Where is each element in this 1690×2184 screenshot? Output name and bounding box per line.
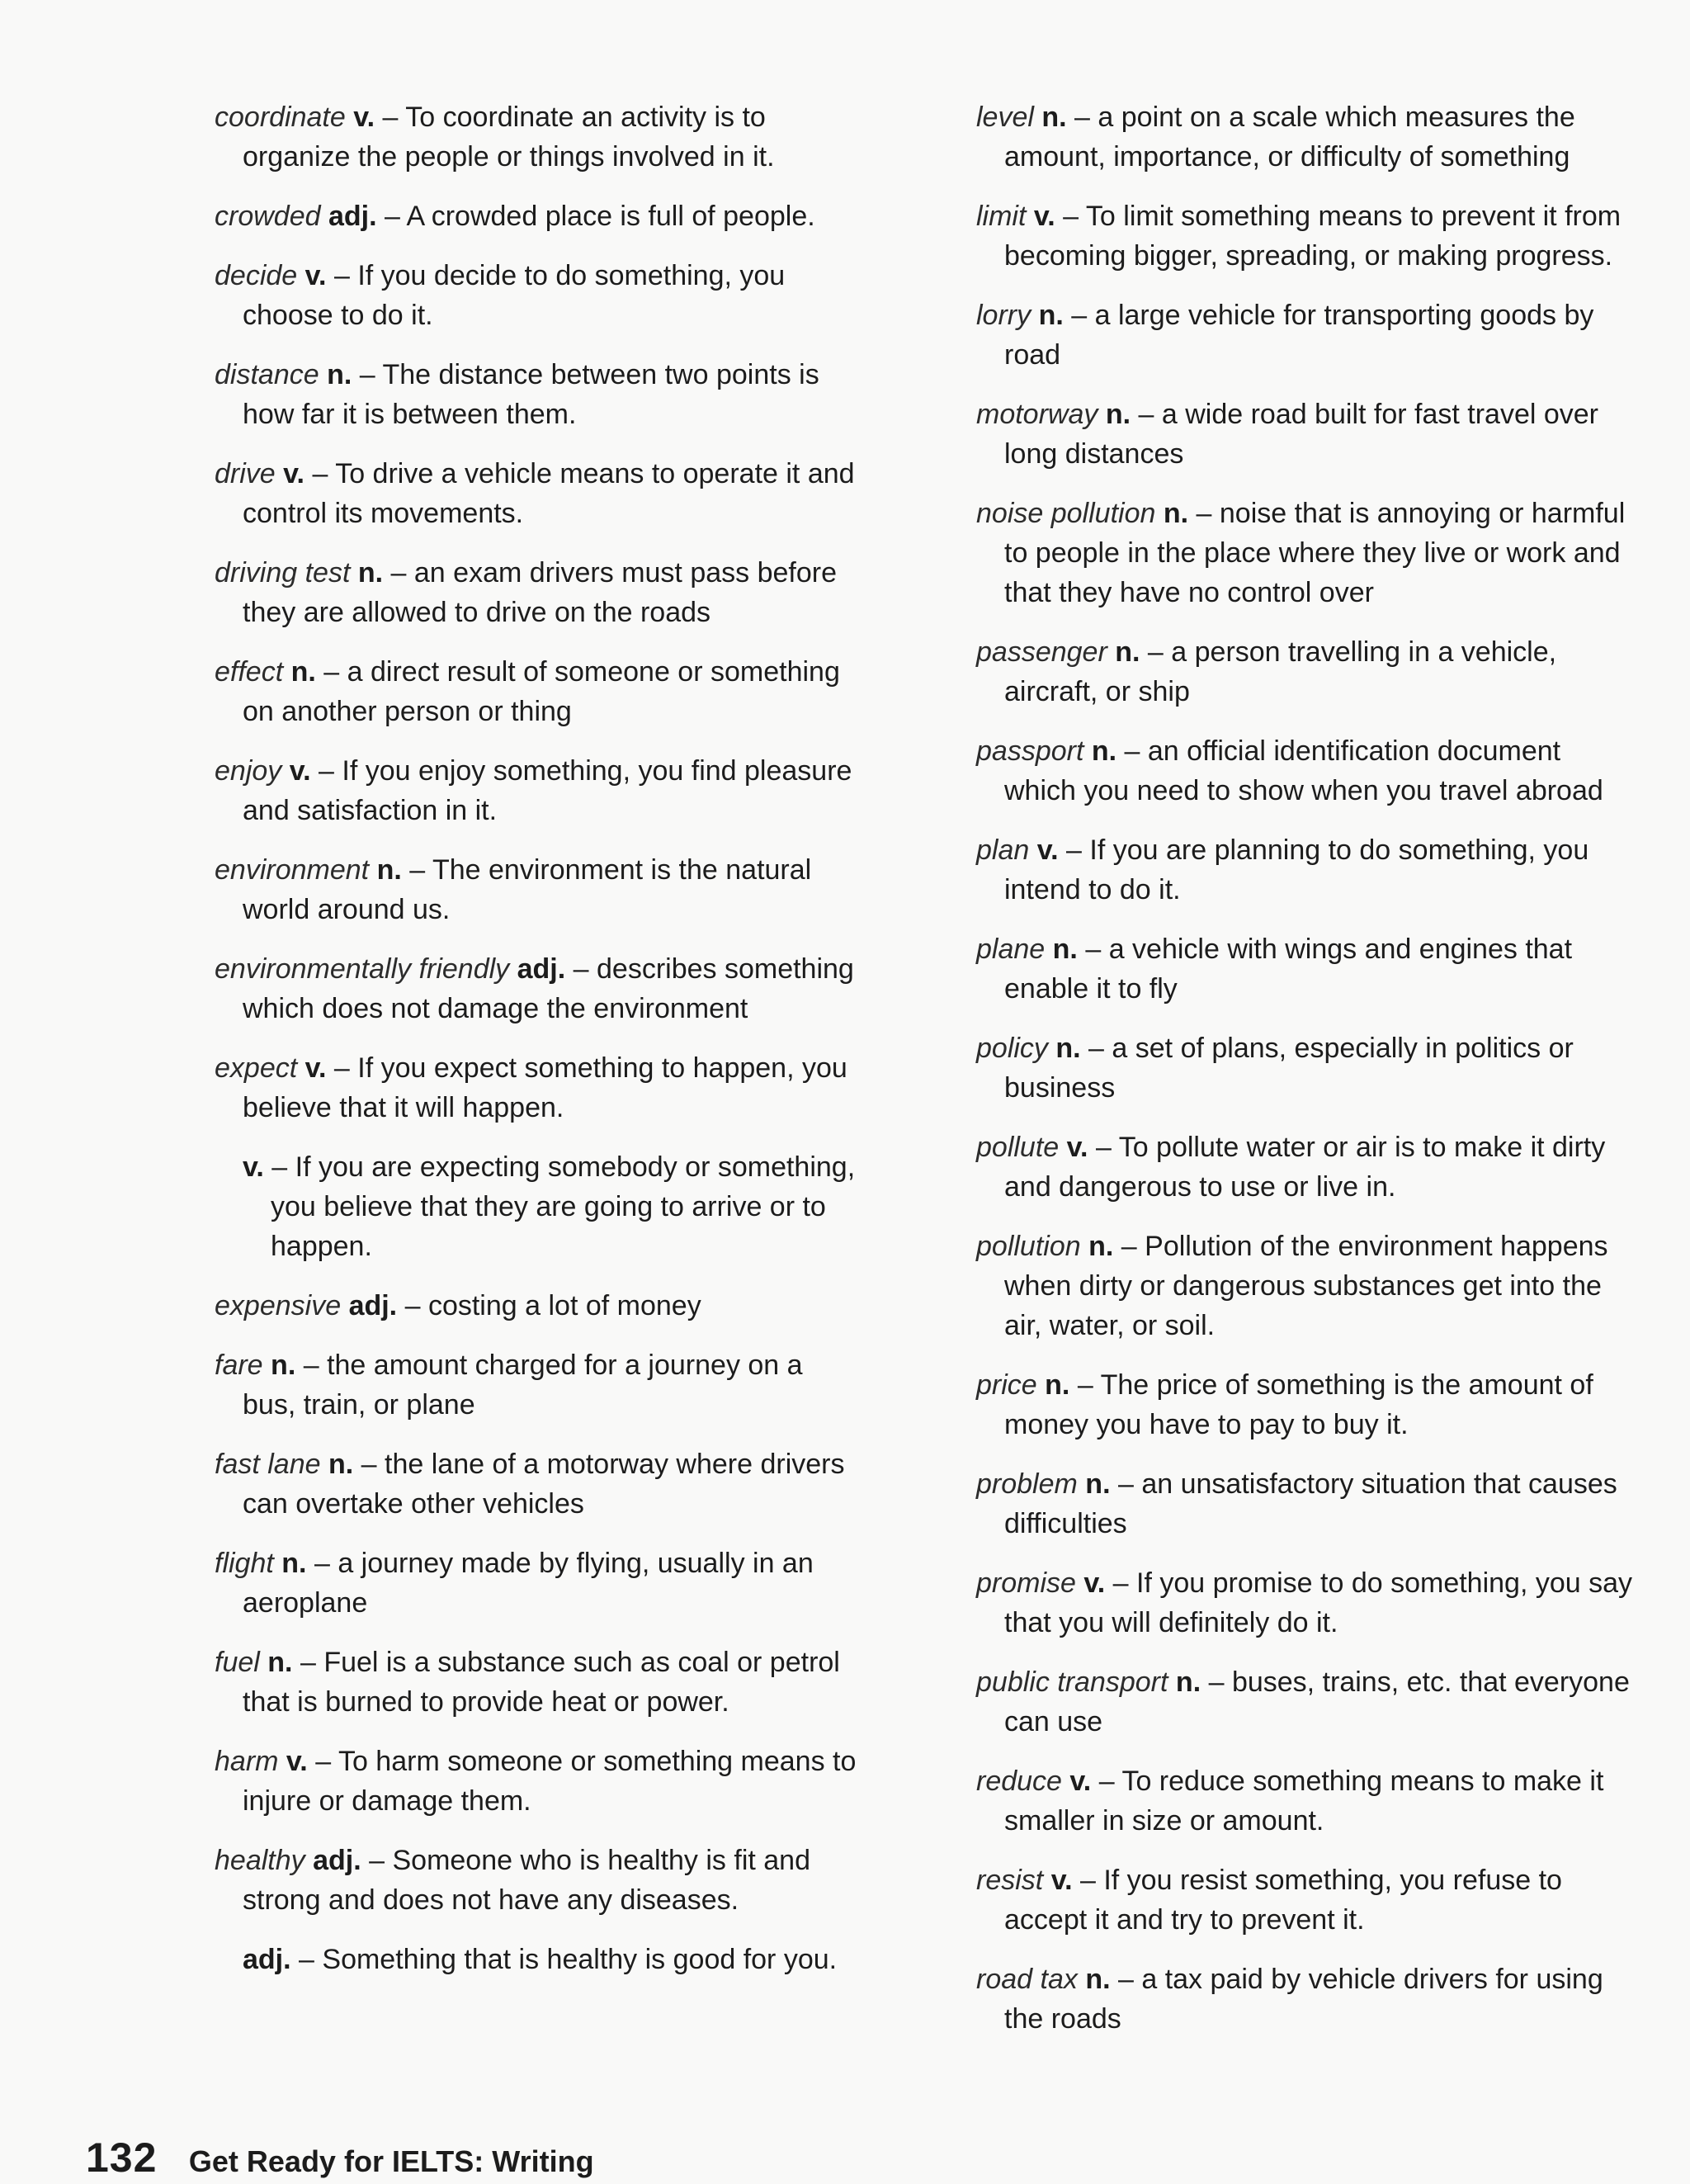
definition: the amount charged for a journey on a bus, train, or plane	[243, 1350, 803, 1421]
part-of-speech: n.	[1052, 934, 1078, 965]
glossary-entry: plan v. – If you are planning to do something, you intend to do it.	[976, 834, 1589, 905]
glossary-entry: environment n. – The environment is the natural world around us.	[215, 854, 812, 925]
headword: drive	[215, 458, 276, 489]
glossary-column-left	[215, 97, 858, 1999]
part-of-speech: n.	[1163, 498, 1189, 529]
part-of-speech: n.	[1105, 399, 1131, 430]
headword: level	[976, 102, 1034, 133]
headword: plane	[976, 934, 1046, 965]
definition: If you expect something to happen, you believe that it will happen.	[243, 1052, 847, 1123]
glossary-entry: passenger n. – a person travelling in a vehicle, aircraft, or ship	[976, 636, 1557, 707]
part-of-speech: adj.	[328, 201, 377, 232]
glossary-entry: resist v. – If you resist something, you refuse to accept it and try to prevent it.	[976, 1865, 1562, 1936]
headword: fuel	[215, 1647, 260, 1678]
glossary-entry: plane n. – a vehicle with wings and engines that enable it to fly	[976, 934, 1573, 1005]
headword: passenger	[976, 636, 1107, 668]
definition: Pollution of the environment happens when dirty or dangerous substances get into the air, water, or soil.	[1004, 1231, 1608, 1341]
glossary-entry: fuel n. – Fuel is a substance such as coal or petrol that is burned to provide heat or power.	[215, 1647, 840, 1718]
definition: an exam drivers must pass before they are allowed to drive on the roads	[243, 557, 837, 628]
glossary-entry: adj. – Something that is healthy is good for you.	[243, 1944, 838, 1975]
glossary-entry: noise pollution n. – noise that is annoying or harmful to people in the place where they live or work and that they have no control over	[976, 498, 1626, 608]
part-of-speech: n.	[376, 854, 402, 886]
definition: To harm someone or something means to injure or damage them.	[243, 1746, 857, 1817]
definition: a point on a scale which measures the amount, importance, or difficulty of something	[1004, 102, 1575, 173]
part-of-speech: v.	[243, 1151, 264, 1183]
glossary-entry: passport n. – an official identification document which you need to show when you travel abroad	[976, 735, 1603, 806]
glossary-entry: public transport n. – buses, trains, etc. that everyone can use	[976, 1666, 1630, 1737]
headword: fare	[215, 1350, 263, 1381]
part-of-speech: v.	[1036, 834, 1059, 866]
headword: reduce	[976, 1766, 1062, 1797]
definition: noise that is annoying or harmful to people in the place where they live or work and that they have no control over	[1004, 498, 1626, 608]
headword: lorry	[976, 300, 1031, 331]
headword: decide	[215, 260, 298, 291]
glossary-entry: harm v. – To harm someone or something means to injure or damage them.	[215, 1746, 857, 1817]
part-of-speech: v.	[1069, 1766, 1092, 1797]
headword: policy	[976, 1033, 1048, 1064]
definition: the lane of a motorway where drivers can overtake other vehicles	[243, 1449, 845, 1520]
part-of-speech: n.	[1091, 735, 1117, 767]
part-of-speech: n.	[1175, 1666, 1201, 1698]
part-of-speech: n.	[1088, 1231, 1114, 1262]
part-of-speech: n.	[1055, 1033, 1081, 1064]
definition: a wide road built for fast travel over long distances	[1004, 399, 1599, 470]
part-of-speech: v.	[286, 1746, 308, 1777]
definition: To drive a vehicle means to operate it and control its movements.	[243, 458, 855, 529]
glossary-entry: expensive adj. – costing a lot of money	[215, 1290, 701, 1321]
headword: environment	[215, 854, 370, 886]
part-of-speech: n.	[281, 1548, 307, 1579]
part-of-speech: v.	[1033, 201, 1055, 232]
definition: a vehicle with wings and engines that enable it to fly	[1004, 934, 1573, 1005]
definition: If you promise to do something, you say that you will definitely do it.	[1004, 1567, 1633, 1638]
part-of-speech: n.	[327, 359, 352, 390]
definition: a large vehicle for transporting goods by road	[1004, 300, 1594, 371]
definition: a set of plans, especially in politics or business	[1004, 1033, 1574, 1104]
definition: If you resist something, you refuse to accept it and try to prevent it.	[1004, 1865, 1562, 1936]
definition: If you enjoy something, you find pleasure and satisfaction in it.	[243, 755, 852, 826]
part-of-speech: adj.	[243, 1944, 291, 1975]
headword: motorway	[976, 399, 1098, 430]
headword: driving test	[215, 557, 351, 589]
part-of-speech: n.	[328, 1449, 354, 1480]
glossary-entry: decide v. – If you decide to do something, you choose to do it.	[215, 260, 786, 331]
definition: To limit something means to prevent it from becoming bigger, spreading, or making progress.	[1004, 201, 1622, 272]
definition: buses, trains, etc. that everyone can use	[1004, 1666, 1630, 1737]
part-of-speech: n.	[1038, 300, 1064, 331]
definition: an official identification document which you need to show when you travel abroad	[1004, 735, 1603, 806]
part-of-speech: adj.	[313, 1845, 361, 1876]
part-of-speech: n.	[1115, 636, 1140, 668]
headword: pollute	[976, 1132, 1060, 1163]
glossary-entry: healthy adj. – Someone who is healthy is fit and strong and does not have any diseases.	[215, 1845, 810, 1916]
headword: healthy	[215, 1845, 305, 1876]
definition: describes something which does not damage the environment	[243, 953, 854, 1024]
glossary-column-right	[976, 97, 1636, 2059]
glossary-entry: distance n. – The distance between two points is how far it is between them.	[215, 359, 819, 430]
headword: environmentally friendly	[215, 953, 510, 985]
headword: noise pollution	[976, 498, 1156, 529]
glossary-entry: drive v. – To drive a vehicle means to operate it and control its movements.	[215, 458, 855, 529]
glossary-entry: price n. – The price of something is the amount of money you have to pay to buy it.	[976, 1369, 1593, 1440]
headword: passport	[976, 735, 1084, 767]
definition: The price of something is the amount of money you have to pay to buy it.	[1004, 1369, 1593, 1440]
definition: A crowded place is full of people.	[406, 201, 815, 232]
headword: pollution	[976, 1231, 1081, 1262]
glossary-entry: crowded adj. – A crowded place is full of people.	[215, 201, 815, 232]
part-of-speech: v.	[1066, 1132, 1088, 1163]
glossary-entry: enjoy v. – If you enjoy something, you find pleasure and satisfaction in it.	[215, 755, 852, 826]
definition: The distance between two points is how far it is between them.	[243, 359, 819, 430]
part-of-speech: v.	[353, 102, 375, 133]
headword: promise	[976, 1567, 1076, 1599]
glossary-entry: road tax n. – a tax paid by vehicle drivers for using the roads	[976, 1964, 1603, 2035]
part-of-speech: v.	[1083, 1567, 1106, 1599]
page-footer	[86, 2134, 594, 2182]
headword: flight	[215, 1548, 274, 1579]
headword: plan	[976, 834, 1030, 866]
book-title: Get Ready for IELTS: Writing	[188, 2144, 594, 2178]
part-of-speech: n.	[290, 656, 316, 688]
headword: limit	[976, 201, 1027, 232]
part-of-speech: n.	[357, 557, 384, 589]
glossary-entry: limit v. – To limit something means to prevent it from becoming bigger, spreading, or making progress.	[976, 201, 1622, 272]
headword: resist	[976, 1865, 1044, 1896]
headword: expensive	[215, 1290, 342, 1321]
definition: Fuel is a substance such as coal or petrol that is burned to provide heat or power.	[243, 1647, 840, 1718]
glossary-entry: level n. – a point on a scale which measures the amount, importance, or difficulty of something	[976, 102, 1575, 173]
headword: problem	[976, 1468, 1078, 1500]
definition: To coordinate an activity is to organize the people or things involved in it.	[243, 102, 775, 173]
glossary-entry: problem n. – an unsatisfactory situation that causes difficulties	[976, 1468, 1617, 1539]
headword: distance	[215, 359, 319, 390]
headword: coordinate	[215, 102, 346, 133]
headword: harm	[215, 1746, 279, 1777]
glossary-entry: effect n. – a direct result of someone or something on another person or thing	[215, 656, 840, 727]
definition: The environment is the natural world around us.	[243, 854, 812, 925]
definition: a direct result of someone or something on another person or thing	[243, 656, 840, 727]
definition: To pollute water or air is to make it dirty and dangerous to use or live in.	[1004, 1132, 1606, 1203]
part-of-speech: n.	[1085, 1964, 1111, 1995]
headword: price	[976, 1369, 1037, 1401]
headword: crowded	[215, 201, 321, 232]
definition: Someone who is healthy is fit and strong and does not have any diseases.	[243, 1845, 810, 1916]
part-of-speech: v.	[1050, 1865, 1073, 1896]
glossary-entry: driving test n. – an exam drivers must pass before they are allowed to drive on the roads	[215, 557, 837, 628]
part-of-speech: n.	[1041, 102, 1067, 133]
glossary-entry: lorry n. – a large vehicle for transporting goods by road	[976, 300, 1594, 371]
definition: If you are expecting somebody or something, you believe that they are going to arrive or to happen.	[271, 1151, 856, 1262]
glossary-entry: pollute v. – To pollute water or air is to make it dirty and dangerous to use or live in.	[976, 1132, 1606, 1203]
part-of-speech: adj.	[348, 1290, 398, 1321]
part-of-speech: n.	[271, 1350, 296, 1381]
headword: expect	[215, 1052, 298, 1084]
headword: effect	[215, 656, 284, 688]
part-of-speech: adj.	[517, 953, 566, 985]
part-of-speech: v.	[283, 458, 304, 489]
definition: costing a lot of money	[427, 1290, 701, 1321]
glossary-entry: reduce v. – To reduce something means to make it smaller in size or amount.	[976, 1766, 1604, 1837]
headword: public transport	[976, 1666, 1168, 1698]
definition: If you are planning to do something, you intend to do it.	[1004, 834, 1589, 905]
definition: To reduce something means to make it smaller in size or amount.	[1004, 1766, 1604, 1837]
part-of-speech: n.	[1085, 1468, 1111, 1500]
part-of-speech: v.	[304, 260, 327, 291]
glossary-entry: policy n. – a set of plans, especially in politics or business	[976, 1033, 1574, 1104]
part-of-speech: n.	[1045, 1369, 1070, 1401]
definition: If you decide to do something, you choose to do it.	[243, 260, 786, 331]
glossary-entry: environmentally friendly adj. – describes something which does not damage the environment	[215, 953, 854, 1024]
glossary-entry: promise v. – If you promise to do something, you say that you will definitely do it.	[976, 1567, 1633, 1638]
glossary-entry: coordinate v. – To coordinate an activity is to organize the people or things involved in it.	[215, 102, 775, 173]
page-number: 132	[86, 2134, 158, 2181]
glossary-entry: fast lane n. – the lane of a motorway where drivers can overtake other vehicles	[215, 1449, 845, 1520]
definition: Something that is healthy is good for you.	[322, 1944, 838, 1975]
definition: a journey made by flying, usually in an aeroplane	[243, 1548, 814, 1619]
headword: road tax	[976, 1964, 1078, 1995]
definition: a person travelling in a vehicle, aircraft, or ship	[1004, 636, 1557, 707]
glossary-entry: expect v. – If you expect something to happen, you believe that it will happen.	[215, 1052, 847, 1123]
headword: fast lane	[215, 1449, 321, 1480]
part-of-speech: v.	[304, 1052, 327, 1084]
part-of-speech: n.	[267, 1647, 293, 1678]
glossary-entry: flight n. – a journey made by flying, usually in an aeroplane	[215, 1548, 814, 1619]
glossary-entry: fare n. – the amount charged for a journey on a bus, train, or plane	[215, 1350, 803, 1421]
headword: enjoy	[215, 755, 282, 787]
part-of-speech: v.	[289, 755, 311, 787]
glossary-entry: v. – If you are expecting somebody or something, you believe that they are going to arrive or to happen.	[243, 1151, 856, 1262]
definition: a tax paid by vehicle drivers for using the roads	[1004, 1964, 1603, 2035]
glossary-entry: pollution n. – Pollution of the environment happens when dirty or dangerous substances get into the air, water, or soil.	[976, 1231, 1608, 1341]
glossary-entry: motorway n. – a wide road built for fast travel over long distances	[976, 399, 1599, 470]
definition: an unsatisfactory situation that causes difficulties	[1004, 1468, 1617, 1539]
